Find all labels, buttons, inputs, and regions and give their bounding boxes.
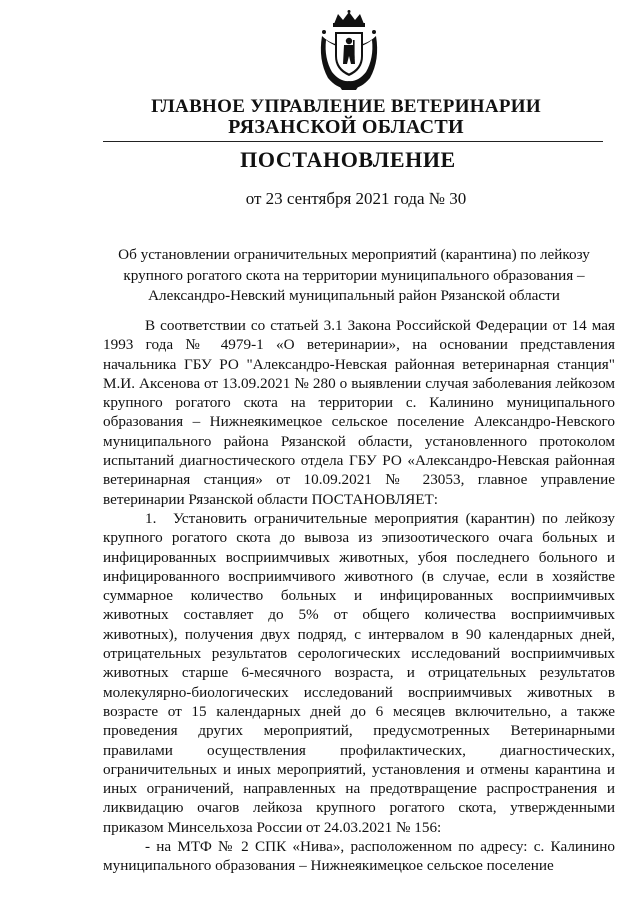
subitem-paragraph: - на МТФ № 2 СПК «Нива», расположенном по адресу: с. Калинино муниципального образования – Нижнеякимецкое сельское поселение xyxy=(103,838,615,875)
subject-line: крупного рогатого скота на территории муниципального образования – xyxy=(123,266,585,284)
agency-name-line2: РЯЗАНСКОЙ ОБЛАСТИ xyxy=(228,116,464,138)
subject-line: Об установлении ограничительных мероприятий (карантина) по лейкозу xyxy=(118,246,590,263)
subject-line: Александро-Невский муниципальный район Рязанской области xyxy=(148,287,560,304)
document-subject xyxy=(74,245,634,307)
header-divider xyxy=(103,141,603,142)
item-1-paragraph xyxy=(103,509,615,837)
coat-of-arms-emblem xyxy=(316,10,382,92)
item-1-number: 1. xyxy=(145,509,157,527)
agency-name-line1: ГЛАВНОЕ УПРАВЛЕНИЕ ВЕТЕРИНАРИИ xyxy=(151,96,541,117)
preamble-paragraph: В соответствии со статьей 3.1 Закона Российской Федерации от 14 мая 1993 года № 4979-1 «О ветеринарии», на основании представления начальника ГБУ РО "Александро-Невская районная ветеринарная станция" М.И. Аксенова от 13.09.2021 № 280 о выявлении случая заболевания лейкозом крупного рогатого скота на территории с. Калинино муниципального образования – Нижнеякимецкое сельское поселение Александро-Невского муниципального района Рязанской области, установленного протоколом испытаний диагностического отдела ГБУ РО «Александро-Невская районная ветеринарная станция» от 10.09.2021 № 23053, главное управление ветеринарии Рязанской области ПОСТАНОВЛЯЕТ: xyxy=(103,317,615,508)
document-body xyxy=(103,316,615,876)
document-title: ПОСТАНОВЛЕНИЕ xyxy=(240,147,456,172)
item-1-text: Установить ограничительные мероприятия (карантин) по лейкозу крупного рогатого скота до вывоза из эпизоотического очага больных и инфицированных восприимчивых животных, убоя последнего больного и инфицированного восприимчивого животного (в случае, если в хозяйстве суммарное количество больных и инфицированных восприимчивых животных составляет до 5% от общего количества восприимчивых животных), получения двух подряд, с интервалом в 90 календарных дней, отрицательных результатов серологических исследований восприимчивых животных старше 6-месячного возраста, и отрицательных результатов молекулярно-биологических исследований восприимчивых животных в возрасте от 15 календарных дней до 6 месяцев включительно, а также проведения других мероприятий, предусмотренных Ветеринарными правилами осуществления профилактических, диагностических, ограничительных и иных мероприятий, установления и отмены карантина и иных ограничений, направленных на предотвращение распространения и ликвидацию очагов лейкоза крупного рогатого скота, утвержденными приказом Минсельхоза России от 24.03.2021 № 156: xyxy=(103,509,615,836)
document-date: от 23 сентября 2021 года № 30 xyxy=(245,189,467,208)
